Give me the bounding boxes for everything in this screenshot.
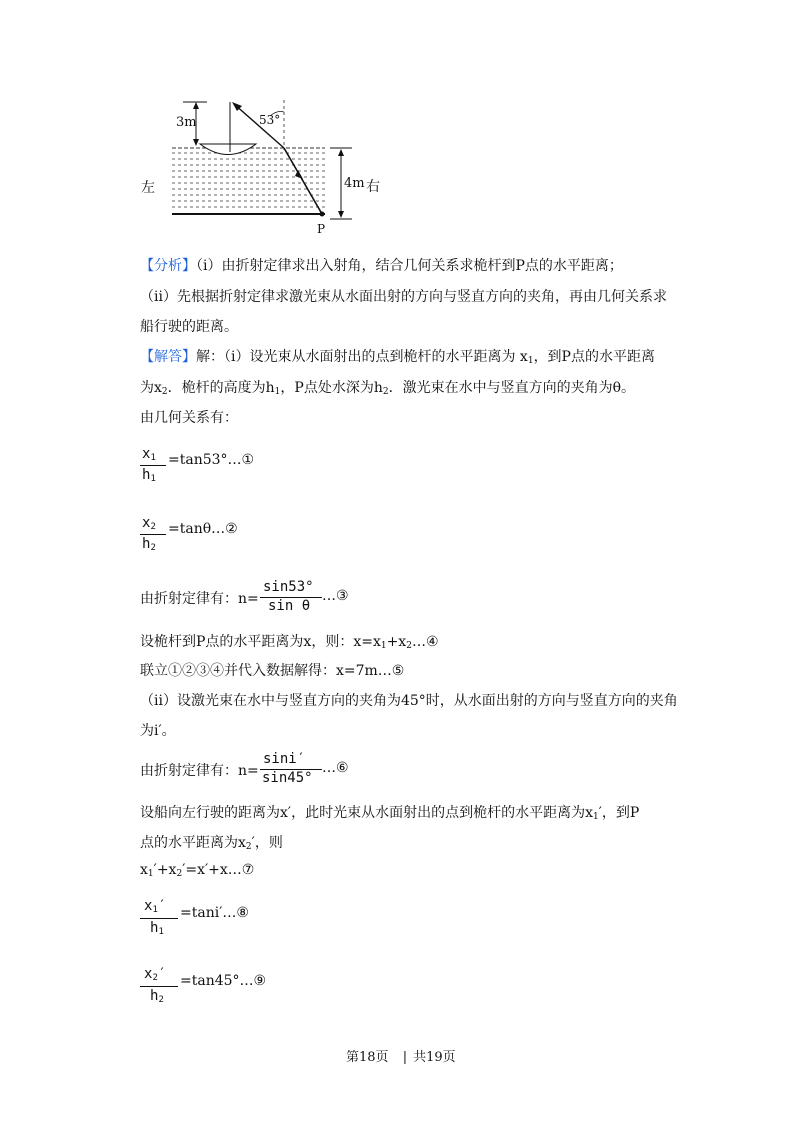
equation-2: $x_2$ $h_2$ =tanθ…② [142,515,238,553]
depth-label: 4m [344,176,365,191]
analysis-line-1: 【分析】（i）由折射定律求出入射角，结合几何关系求桅杆到P点的水平距离； [140,258,623,274]
left-label: 左 [141,180,155,196]
analysis-tag: 【分析】 [140,258,196,274]
part3-line-2: 点的水平距离为$x_2'$，则 [140,835,283,852]
physics-diagram [0,0,800,240]
equation-4: 设桅杆到P点的水平距离为x，则：$x=x_1+x_2\dots ④$ [140,634,439,651]
right-label: 右 [366,179,380,195]
height-label: 3m [176,115,197,130]
diagram-svg [0,0,800,240]
angle-label: 53° [259,113,281,127]
equation-5: 联立①②③④并代入数据解得：x=7m…⑤ [140,663,405,679]
equation-1: $x_1$ $h_1$ =tan53°…① [142,446,255,484]
equation-8: $x_1'$ $h_1$ =tani′…⑧ [140,898,360,944]
geometry-intro: 由几何关系有： [140,410,238,426]
analysis-line-3: 船行驶的距离。 [140,319,238,335]
page-footer [346,1046,456,1065]
equation-9: $x_2'$ $h_2$ =tan45°…⑨ [140,966,360,1012]
part2-line-1: （ii）设激光束在水中与竖直方向的夹角为45°时，从水面出射的方向与竖直方向的夹角 [140,693,678,709]
ray-water [284,148,322,214]
equation-6: 由折射定律有：n= sini′ sin45° …⑥ [140,751,349,786]
part3-line-1: 设船向左行驶的距离为x′，此时光束从水面射出的点到桅杆的水平距离为$x_1'$，到P [140,805,640,822]
equation-7: $x_1'+x_2'=x'+x\dots ⑦$ [140,862,255,879]
point-p [320,212,325,217]
point-label: P [317,222,326,236]
page-number: 第18页 [346,1050,389,1065]
footer-separator: | [402,1050,408,1065]
solution-line-2: 为$x_2$．桅杆的高度为$h_1$，P点处水深为$h_2$．激光束在水中与竖直方向的夹角为θ。 [140,380,636,397]
equation-3: 由折射定律有：n= sin53° sin θ …③ [140,579,349,614]
analysis-line-2: （ii）先根据折射定律求激光束从水面出射的方向与竖直方向的夹角，再由几何关系求 [140,289,667,305]
part2-line-2: 为i′。 [140,723,176,739]
solution-tag: 【解答】 [140,349,196,365]
solution-line-1: 【解答】解：（i）设光束从水面射出的点到桅杆的水平距离为 $x_1$，到P点的水平距离 [140,349,655,366]
page-total: 共19页 [413,1050,456,1065]
